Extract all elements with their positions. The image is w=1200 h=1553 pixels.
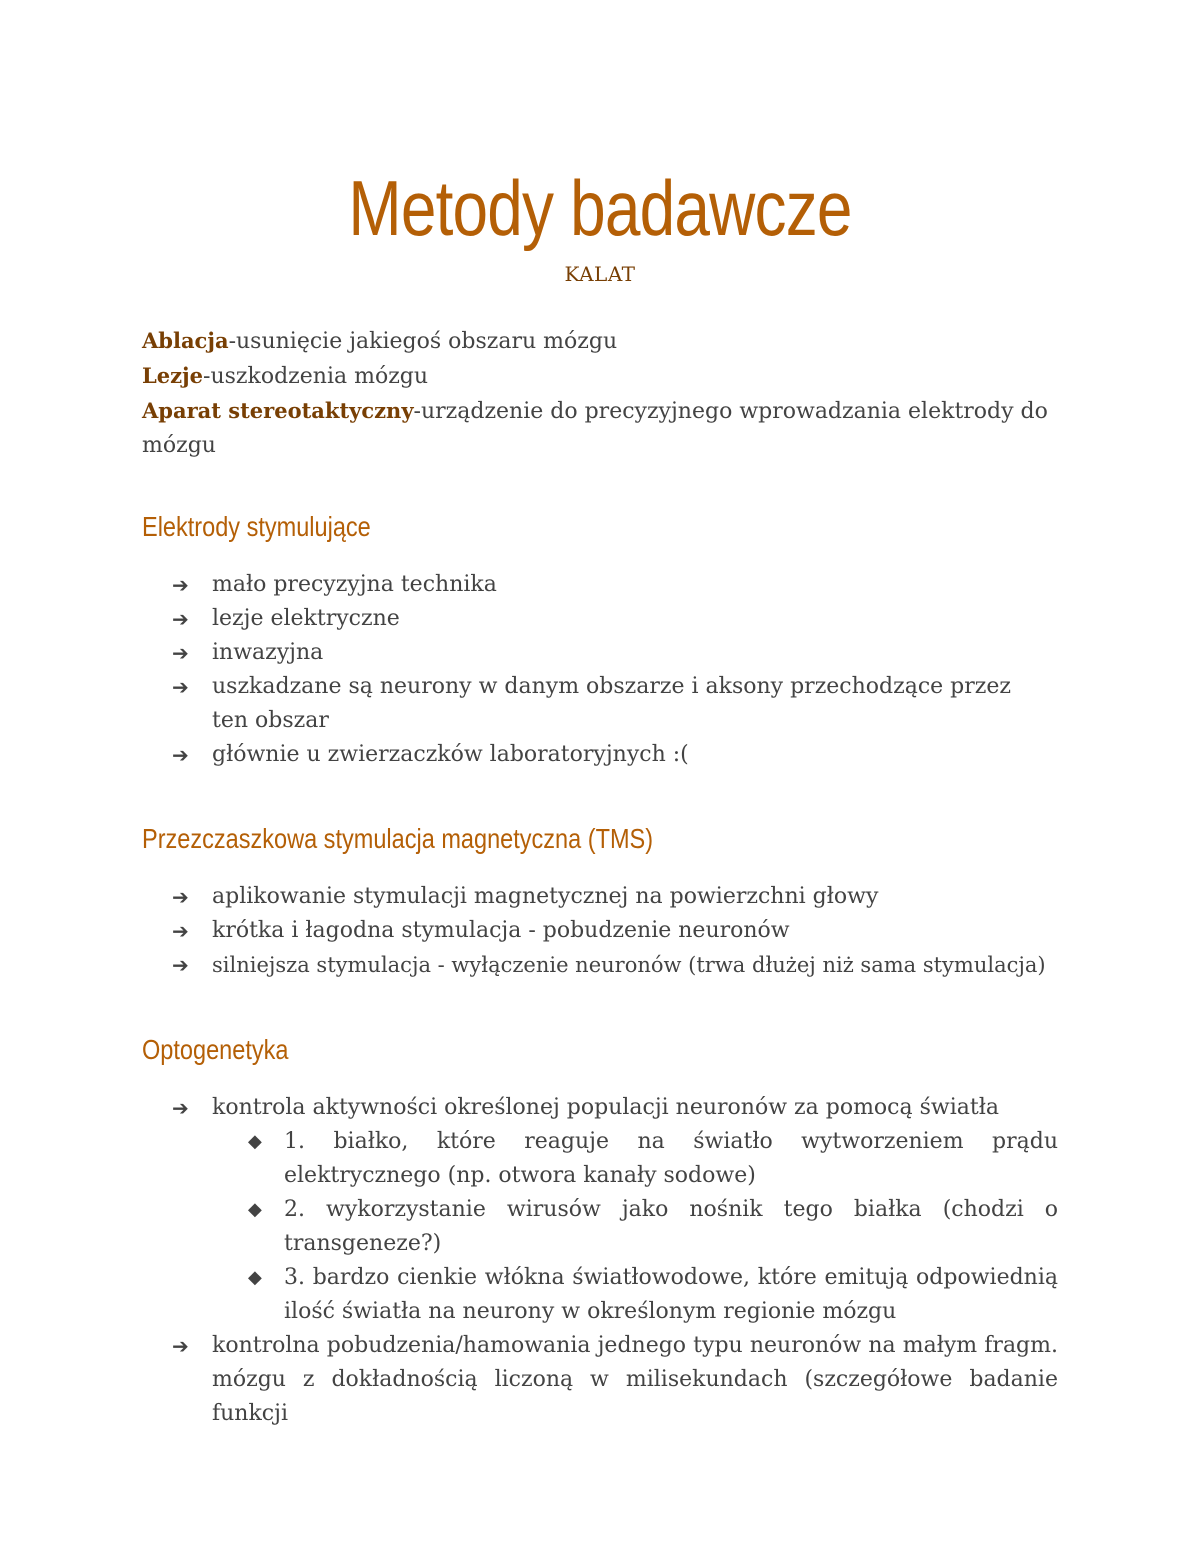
arrow-right-icon: ➔ [172,919,189,943]
definition-separator: - [228,329,236,354]
arrow-right-icon: ➔ [172,641,189,665]
list-item [172,1329,1058,1431]
definition-text: urządzenie do precyzyjnego wprowadzania elektrody do mózgu [142,399,1048,458]
sublist-item-text: 1. białko, które reaguje na światło wytworzeniem prądu elektrycznego (np. otwora kanały sodowe) [284,1129,1058,1188]
list-item [172,948,1062,982]
section-heading-tms: Przezczaszkowa stymulacja magnetyczna (TMS) [142,823,654,854]
list-item [172,636,1062,670]
sublist-item [248,1193,1058,1261]
section-list-optogenetyka [172,1091,1058,1431]
sublist-item-text: 3. bardzo cienkie włókna światłowodowe, które emitują odpowiednią ilość światła na neurony w określonym regionie mózgu [284,1265,1058,1324]
list-item [172,1091,1058,1329]
arrow-right-icon: ➔ [172,573,189,597]
arrow-right-icon: ➔ [172,675,189,699]
arrow-right-icon: ➔ [172,1096,189,1120]
list-item-text: kontrola aktywności określonej populacji neuronów za pomocą światła [212,1095,999,1120]
diamond-icon: ◆ [248,1131,262,1152]
list-item-text: aplikowanie stymulacji magnetycznej na powierzchni głowy [212,884,879,909]
section-list-elektrody [172,568,1062,772]
list-item-text: silniejsza stymulacja - wyłączenie neuronów (trwa dłużej niż sama stymulacja) [212,953,1046,977]
diamond-icon: ◆ [248,1199,262,1220]
definition-lezje [142,359,1062,394]
definition-term: Lezje [142,363,204,388]
section-heading-elektrody: Elektrody stymulujące [142,511,371,542]
arrow-right-icon: ➔ [172,885,189,909]
list-item-text: lezje elektryczne [212,606,400,631]
list-item [172,568,1062,602]
definition-term: Ablacja [142,328,229,353]
arrow-right-icon: ➔ [172,607,189,631]
list-item [172,880,1062,914]
list-item-text: mało precyzyjna technika [212,572,497,597]
definition-ablacja [142,324,1062,359]
sublist-item-text: 2. wykorzystanie wirusów jako nośnik tego białka (chodzi o transgeneze?) [284,1197,1058,1256]
definition-term: Aparat stereotaktyczny [142,398,414,423]
definition-separator: - [203,364,211,389]
list-item-text-line: mózgu z dokładnością liczoną w milisekundach (szczegółowe badanie funkcji [212,1367,1058,1426]
sublist-item [248,1261,1058,1329]
definition-text: uszkodzenia mózgu [210,364,429,389]
definition-separator: - [413,399,421,424]
list-item-text: inwazyjna [212,640,324,665]
list-item [172,602,1062,636]
list-item [172,738,1062,772]
definition-text: usunięcie jakiegoś obszaru mózgu [236,329,618,354]
definition-aparat [142,394,1062,463]
arrow-right-icon: ➔ [172,743,189,767]
page-subtitle: KALAT [564,262,636,286]
definitions-block [142,324,1062,463]
list-item [172,914,1062,948]
arrow-right-icon: ➔ [172,953,189,977]
section-list-tms [172,880,1062,982]
list-item [172,670,1012,738]
section-heading-optogenetyka: Optogenetyka [142,1034,289,1065]
sublist-item [248,1125,1058,1193]
list-item-text: uszkadzane są neurony w danym obszarze i aksony przechodzące przez ten obszar [212,674,1011,733]
sublist [212,1125,1058,1329]
diamond-icon: ◆ [248,1267,262,1288]
list-item-text-line: kontrolna pobudzenia/hamowania jednego typu neuronów na małym fragm. [212,1333,1058,1358]
list-item-text: głównie u zwierzaczków laboratoryjnych :( [212,742,689,767]
list-item-text: krótka i łagodna stymulacja - pobudzenie neuronów [212,918,790,943]
arrow-right-icon: ➔ [172,1334,189,1358]
page-title: Metody badawcze [348,164,852,252]
